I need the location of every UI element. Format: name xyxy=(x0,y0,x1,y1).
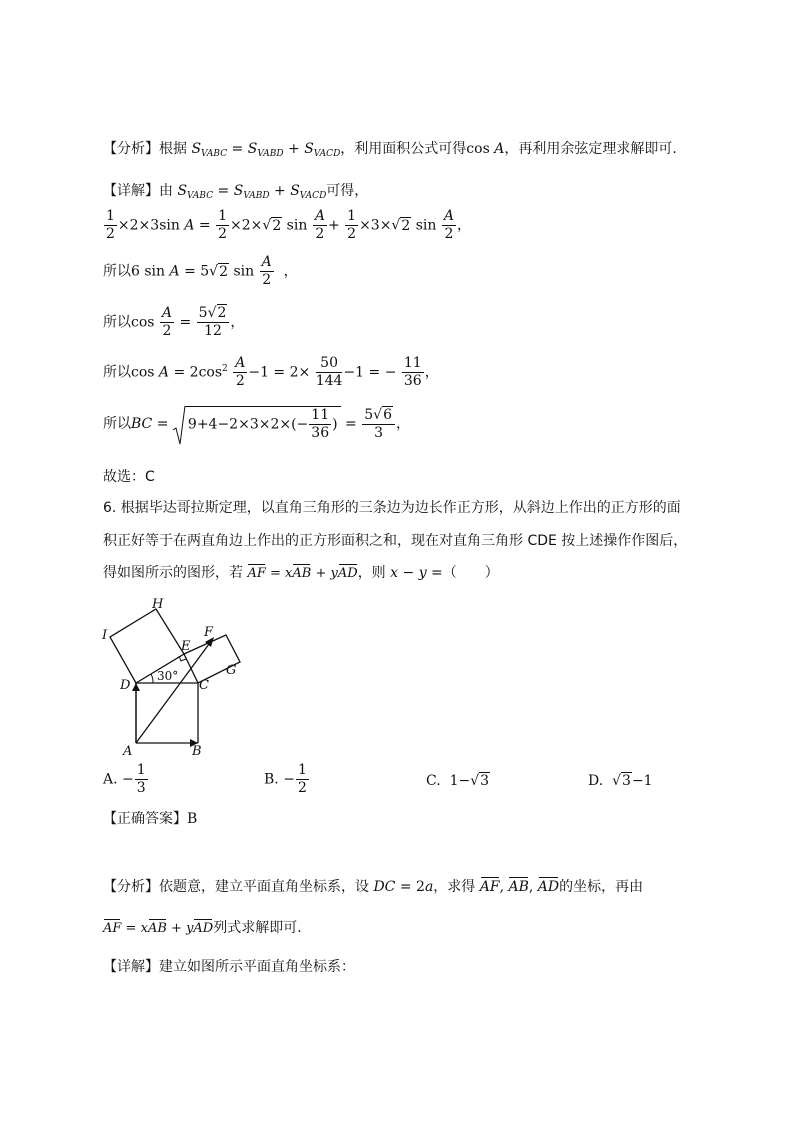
question-line-2: 积正好等于在两直角边上作出的正方形面积之和，现在对直角三角形 CDE 按上述操作作图后， xyxy=(103,533,688,549)
area-equation: $S_{VABC} = S_{VABD} + S_{VACD}$ xyxy=(191,141,341,159)
choice-answer: 故选：C xyxy=(103,469,155,485)
label-c: C xyxy=(199,678,209,693)
label-f: F xyxy=(204,625,214,640)
label-b: B xyxy=(192,744,202,759)
analysis-1: 【分析】根据 $S_{VABC} = S_{VABD} + S_{VACD}$，利用面积公式可得cos A，再利用余弦定理求解即可. xyxy=(103,141,677,159)
analysis-2-line-2: AF = xAB + yAD列式求解即可. xyxy=(103,920,302,936)
angle-label: 30° xyxy=(157,669,179,683)
option-d[interactable]: D. √3−1 xyxy=(588,773,653,789)
correct-answer: 【正确答案】B xyxy=(103,811,198,827)
label-g: G xyxy=(226,663,237,678)
option-b[interactable]: B. − $\frac{1}{2}$ xyxy=(264,762,307,796)
analysis-tag: 【分析】 xyxy=(103,141,159,157)
detail-tag: 【详解】 xyxy=(103,959,159,975)
option-c[interactable]: C. 1−√3 xyxy=(426,773,490,789)
equation-5: 所以BC = 9+4−2×3×2×(− $\frac{11}{36}$ ) = $\frac{5√6}{3}$ ， xyxy=(103,406,410,442)
label-i: I xyxy=(102,628,108,643)
analysis-tag: 【分析】 xyxy=(103,879,159,895)
equation-4: 所以$\cos A = 2\cos^2$ $\frac{A}{2}$ −1 = 2× $\frac{50}{144}$ −1 = − $\frac{11}{36}$ ， xyxy=(103,355,439,389)
detail-tag: 【详解】 xyxy=(103,183,159,199)
question-line-1: 6. 根据毕达哥拉斯定理，以直角三角形的三条边为边长作正方形，从斜边上作出的正方形的面 xyxy=(103,500,681,516)
square-abcd xyxy=(136,683,198,743)
analysis-2: 【分析】依题意，建立平面直角坐标系，设 DC = 2a，求得 AF, AB, AD的坐标，再由 xyxy=(103,879,644,895)
label-a: A xyxy=(123,744,133,759)
equation-1: $\frac{1}{2}$ ×2×3sin A = $\frac{1}{2}$ ×2×√2 sin $\frac{A}{2}$ + $\frac{1}{2}$ ×3×√2 sin $\frac{A}{2}$ ， xyxy=(106,208,471,242)
detail-2: 【详解】建立如图所示平面直角坐标系： xyxy=(103,959,355,975)
equation-3: 所以cos $\frac{A}{2}$ = $\frac{5√2}{12}$ ， xyxy=(103,305,245,339)
option-a[interactable]: A. − $\frac{1}{3}$ xyxy=(103,762,146,796)
geometry-figure xyxy=(95,592,255,762)
detail-1-intro: 【详解】由 $S_{VABC} = S_{VABD} + S_{VACD}$可得， xyxy=(103,183,369,201)
question-line-3: 得如图所示的图形，若 AF = xAB + yAD，则 x − y =（ ） xyxy=(103,565,499,581)
label-d: D xyxy=(120,678,131,693)
label-h: H xyxy=(152,597,164,612)
equation-2: 所以6 sin A = 5√2 sin $\frac{A}{2}$ ， xyxy=(103,254,298,288)
label-e: E xyxy=(181,639,191,654)
